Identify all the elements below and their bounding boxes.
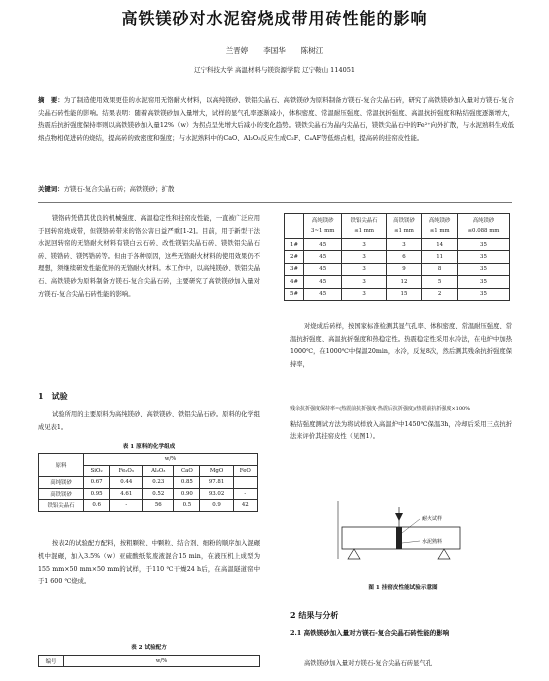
table3-cell: 35 xyxy=(457,251,509,263)
table-row xyxy=(39,488,258,500)
table-row xyxy=(285,288,510,300)
table2-body xyxy=(284,213,510,301)
table3-header: 高纯镁砂 ≤1 mm xyxy=(422,214,458,239)
table3-cell: 45 xyxy=(304,239,342,251)
left-support xyxy=(348,549,360,559)
table3-cell: 3 xyxy=(342,263,386,275)
abstract-text: 为了制造使用效果更佳的水泥窑用无铬耐火材料，以高纯镁砂、铁铝尖晶石、高铁镁砂为原料制备方镁石-复合尖晶石砖，研究了高铁镁砂加入量对方镁石-复合尖晶石砖性能的影响。结果表明：随着高铁镁砂加入量增大，试样的显气孔率逐渐减小，体积密度、常温耐压强度、常温抗折强度、高温抗折强度和粘结强度逐渐增大，热震后抗折强度保持率则以高铁镁砂加入量12%（w）为拐点呈先增大后减小的变化趋势。镁铁尖晶石为晶内尖晶石，镁铁尖晶石中的Fe²⁺向外扩散，与水泥熟料生成低熔点物相促进砖的烧结，提高砖的致密度和强度；与水泥熟料中的CaO、Al₂O₃反应生成C₂F、C₄AF等低熔点相，提高砖的挂窑皮性能。 xyxy=(38,96,514,142)
table3-cell: 2 xyxy=(422,288,458,300)
keywords xyxy=(38,184,514,193)
leader-line-top xyxy=(402,519,420,533)
table1-cell: 0.6 xyxy=(84,500,110,512)
table1-cell: 0.9 xyxy=(200,500,233,512)
abstract-label: 摘 要： xyxy=(38,96,64,104)
table-row xyxy=(285,239,510,251)
table1-col-header: SiO₂ xyxy=(84,465,110,477)
leader-line-bottom xyxy=(402,541,420,543)
section2-1-heading: 2.1 高铁镁砂加入量对方镁石-复合尖晶石砖性能的影响 xyxy=(290,629,450,637)
table2-unit: w/% xyxy=(64,656,260,667)
table1-cell: 0.5 xyxy=(174,500,200,512)
table3-cell: 3 xyxy=(386,239,422,251)
table3-cell: 3# xyxy=(285,263,304,275)
table1-col-header: FeO xyxy=(233,465,257,477)
figure-label-clinker: 水泥熟料 xyxy=(422,539,443,545)
affiliation: 辽宁科技大学 高温材料与镁资源学院 辽宁鞍山 114051 xyxy=(193,66,355,74)
figure1-diagram xyxy=(320,493,485,573)
table1-cell: 高铁镁砂 xyxy=(39,488,84,500)
table3-cell: 5 xyxy=(422,276,458,288)
table2-caption: 表 2 试验配方 xyxy=(131,645,167,651)
table3-cell: 35 xyxy=(457,288,509,300)
author-list: 兰晋婷 李国华 陈树江 xyxy=(225,46,324,55)
table3-cell: 8 xyxy=(422,263,458,275)
table3-cell: 9 xyxy=(386,263,422,275)
table3-header: 高铁镁砂 ≤1 mm xyxy=(386,214,422,239)
adhesion-paragraph: 粘结强度测试方法为将试样放入高温炉中1450℃保温3h，冷却后采用三点抗折法来评价其挂窑皮性（见图1）。 xyxy=(290,421,512,441)
table3-header: 铁铝尖晶石 ≤1 mm xyxy=(342,214,386,239)
load-arrow xyxy=(395,513,403,521)
table1-cell xyxy=(233,477,257,489)
table1-caption: 表 1 原料的化学组成 xyxy=(122,444,176,450)
table3-header: 高纯镁砂 ≤0.088 mm xyxy=(457,214,509,239)
table1-cell: 0.90 xyxy=(174,488,200,500)
table3-cell: 3 xyxy=(342,239,386,251)
table2-row-header: 编号 xyxy=(39,656,64,667)
abstract xyxy=(38,94,514,144)
table1-unit: w/% xyxy=(84,454,258,466)
table3-header xyxy=(285,214,304,239)
table3-cell: 1# xyxy=(285,239,304,251)
table3-cell: 15 xyxy=(386,288,422,300)
figure-label-specimen: 耐火试样 xyxy=(422,516,443,522)
table3-cell: 45 xyxy=(304,263,342,275)
section2-heading: 2 结果与分析 xyxy=(290,610,339,620)
table1-cell: 93.02 xyxy=(200,488,233,500)
table3-cell: 4# xyxy=(285,276,304,288)
section2-paragraph: 高铁镁砂加入量对方镁石-复合尖晶石砖显气孔 xyxy=(304,660,433,667)
table1-cell: 0.52 xyxy=(143,488,174,500)
table-row xyxy=(285,251,510,263)
table1-cell: 0.44 xyxy=(110,477,143,489)
table1-row-header: 原料 xyxy=(39,454,84,477)
table-row xyxy=(285,276,510,288)
table1-cell: 高纯镁砂 xyxy=(39,477,84,489)
table3-cell: 14 xyxy=(422,239,458,251)
table3-cell: 45 xyxy=(304,251,342,263)
method-paragraph: 按表2的试验配方配料，按粗颗粒、中颗粒、结合剂、细粉的顺序加入混碾机中混碾，加入3.5%（w）亚硫酸纸浆废液混合15 min，在液压机上成型为155 mm×50 mm×50 mm的试样，于110 ℃干燥24 h后，在高温隧道窑中于1 600 ℃烧成。 xyxy=(38,540,260,586)
table1 xyxy=(38,453,258,512)
table-row xyxy=(39,500,258,512)
test-method-paragraph: 对烧成后砖样，按国家标准检测其显气孔率、体积密度、常温耐压强度、常温抗折强度、高温抗折强度和热稳定性。热震稳定性采用水冷法，在电炉中加热1000℃，在1000℃中保温20min，水冷，反复8次，然后测其残余抗折强度保持率， xyxy=(290,323,512,368)
table3-cell: 6 xyxy=(386,251,422,263)
table1-cell: 铁铝尖晶石 xyxy=(39,500,84,512)
table3-cell: 35 xyxy=(457,239,509,251)
divider xyxy=(38,202,512,203)
table3-cell: 12 xyxy=(386,276,422,288)
table1-cell: 42 xyxy=(233,500,257,512)
section1-paragraph: 试验所用的主要原料为高纯镁砂、高铁镁砂、铁铝尖晶石砂。原料的化学组成见表1。 xyxy=(38,411,260,431)
table1-col-header: Al₂O₃ xyxy=(143,465,174,477)
table1-cell: 0.95 xyxy=(84,488,110,500)
table1-cell: 4.61 xyxy=(110,488,143,500)
formula: 残余抗折强度保持率=(热震前抗折强度-热震后抗折强度)/热震前抗折强度×100% xyxy=(290,406,470,412)
intro-paragraph: 镁铬砖凭借其优良的机械强度、高温稳定性和挂窑皮性能，一直被广泛应用于回转窑烧成带，但镁铬砖带来的铬公害日益严重[1-2]。目前，用于新型干法水泥回转窑的无铬耐火材料有镁白云石砖、改性镁铝尖晶石砖、镁铁铝尖晶石砖、镁锆砖、镁钙锆砖等。但由于各种原因，这些无铬耐火材料的使用效果仍不理想，须继续研发性能优异的无铬耐火材料。本工作中，以高纯镁砂、铁铝尖晶石、高铁镁砂为原料制备方镁石-复合尖晶石砖，主要研究了高铁镁砂加入量对方镁石-复合尖晶石砖性能的影响。 xyxy=(38,215,260,298)
table-row xyxy=(39,477,258,489)
clinker-layer xyxy=(396,527,402,549)
table1-cell: 0.23 xyxy=(143,477,174,489)
table3-cell: 35 xyxy=(457,263,509,275)
table3-cell: 11 xyxy=(422,251,458,263)
table1-cell: 97.81 xyxy=(200,477,233,489)
table1-col-header: MgO xyxy=(200,465,233,477)
table1-col-header: Fe₂O₃ xyxy=(110,465,143,477)
table3-cell: 3 xyxy=(342,251,386,263)
table3-cell: 5# xyxy=(285,288,304,300)
table-row xyxy=(285,263,510,275)
section1-heading: 1 试验 xyxy=(38,391,68,401)
table3-cell: 45 xyxy=(304,276,342,288)
paper-title: 高铁镁砂对水泥窑烧成带用砖性能的影响 xyxy=(121,9,428,28)
table1-cell: 0.67 xyxy=(84,477,110,489)
table1-col-header: CaO xyxy=(174,465,200,477)
table3-cell: 2# xyxy=(285,251,304,263)
keywords-label: 关键词： xyxy=(38,185,64,193)
table3-cell: 3 xyxy=(342,276,386,288)
table3-header: 高纯镁砂 3~1 mm xyxy=(304,214,342,239)
table2 xyxy=(38,655,260,667)
right-support xyxy=(438,549,450,559)
table3-cell: 3 xyxy=(342,288,386,300)
keywords-text: 方镁石-复合尖晶石砖；高铁镁砂；扩散 xyxy=(63,185,175,193)
table1-cell: 0.85 xyxy=(174,477,200,489)
figure1-caption: 图 1 挂窑皮性能试验示意图 xyxy=(368,585,438,591)
table1-cell: 56 xyxy=(143,500,174,512)
table1-cell: - xyxy=(110,500,143,512)
table1-cell: - xyxy=(233,488,257,500)
table3-cell: 35 xyxy=(457,276,509,288)
table3-cell: 45 xyxy=(304,288,342,300)
